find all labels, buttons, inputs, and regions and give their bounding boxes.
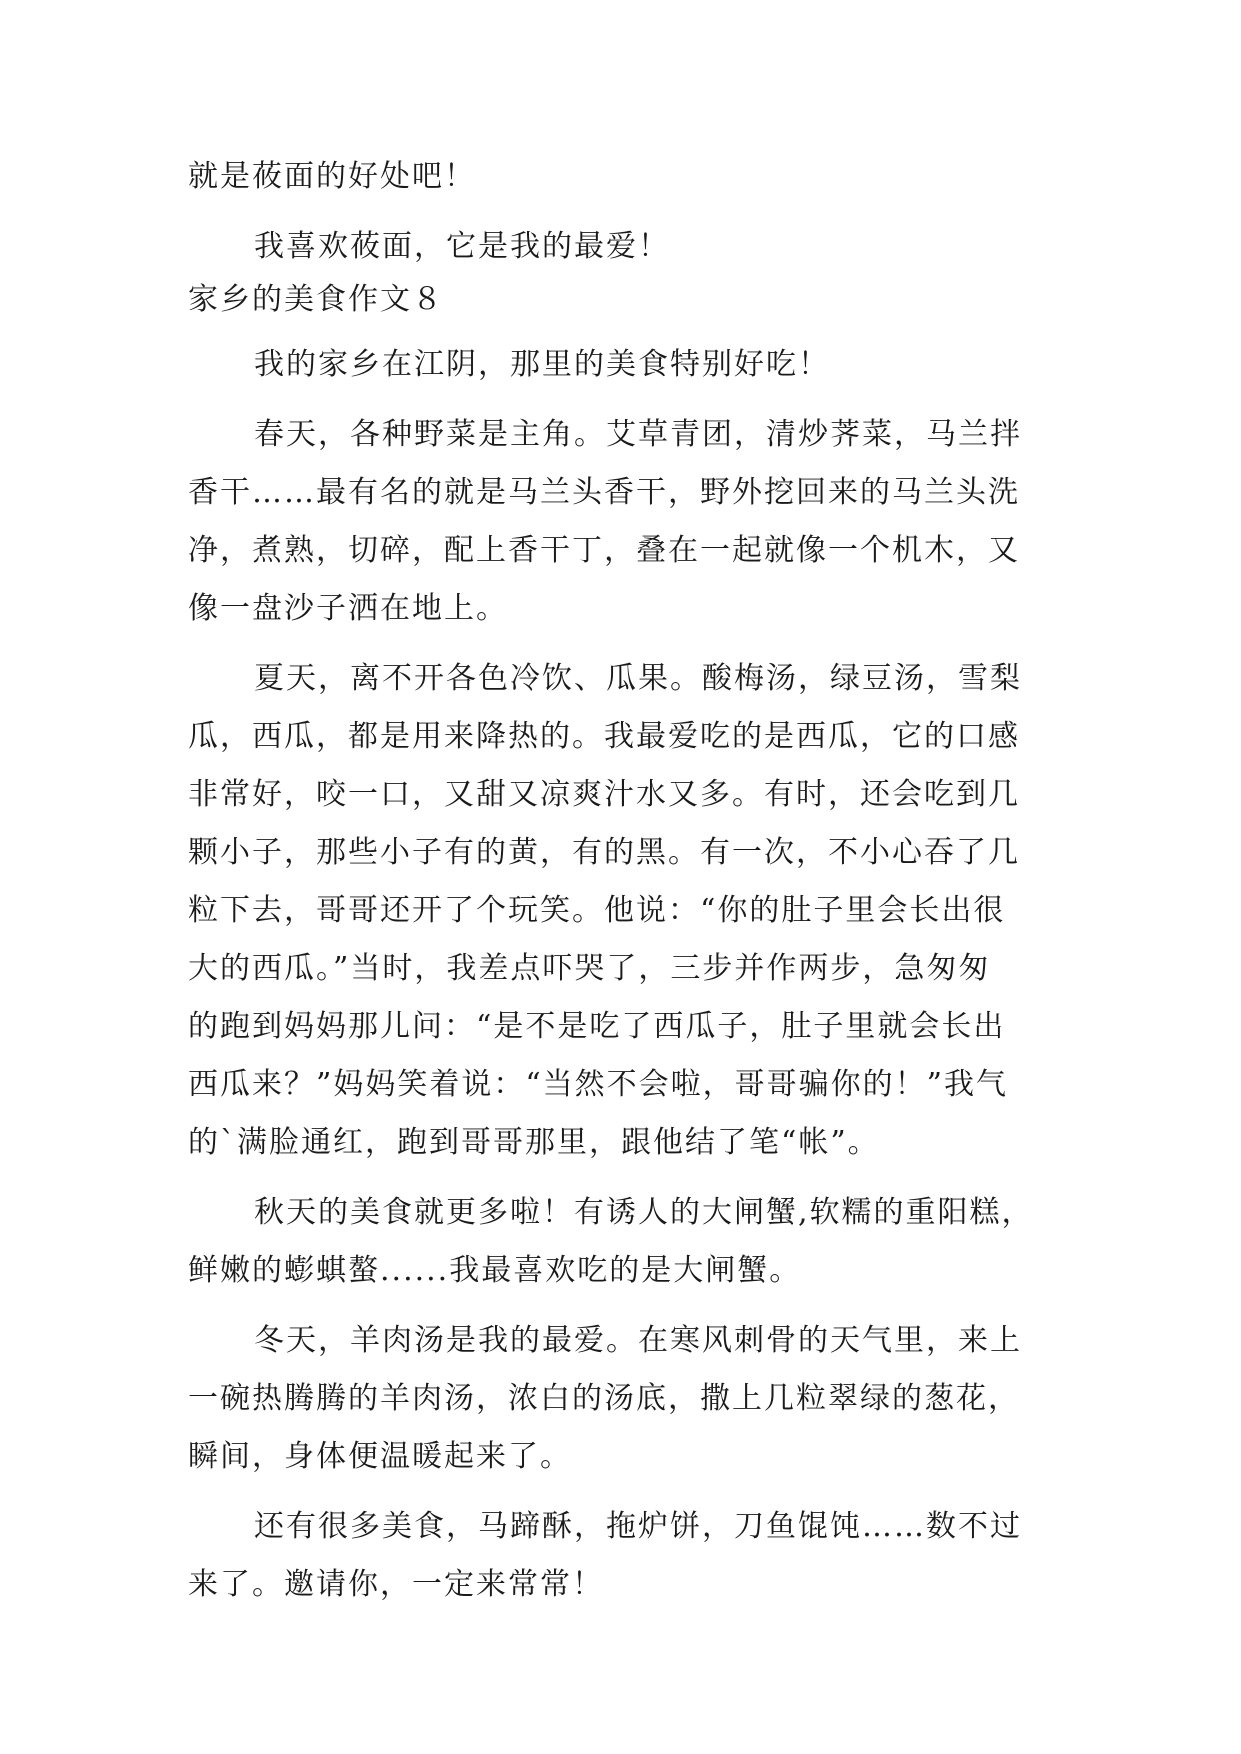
paragraph-line: 我喜欢莜面，它是我的最爱！ bbox=[254, 229, 670, 264]
paragraph bbox=[188, 1312, 1056, 1486]
paragraph-line: 大的西瓜。”当时，我差点吓哭了，三步并作两步，急匆匆 bbox=[188, 951, 991, 986]
paragraph-line: 净，煮熟，切碎，配上香干丁，叠在一起就像一个机木，又 bbox=[188, 533, 1020, 568]
paragraph-line: 春天，各种野菜是主角。艾草青团，清炒荠菜，马兰拌 bbox=[254, 417, 1022, 452]
paragraph bbox=[188, 336, 1056, 394]
paragraph-line: 的`满脸通红，跑到哥哥那里，跟他结了笔“帐”。 bbox=[188, 1125, 880, 1160]
document-body bbox=[188, 148, 1056, 1614]
paragraph-line: 来了。邀请你，一定来常常！ bbox=[188, 1567, 604, 1602]
paragraph-line: 香干……最有名的就是马兰头香干，野外挖回来的马兰头洗 bbox=[188, 475, 1020, 510]
paragraph-line: 冬天，羊肉汤是我的最爱。在寒风刺骨的天气里，来上 bbox=[254, 1323, 1022, 1358]
paragraph bbox=[188, 406, 1056, 638]
paragraph-line: 秋天的美食就更多啦！有诱人的大闸蟹,软糯的重阳糕， bbox=[254, 1195, 1034, 1230]
essay-title: 家乡的美食作文８ bbox=[188, 282, 444, 317]
paragraph-line: 瞬间，身体便温暖起来了。 bbox=[188, 1439, 572, 1474]
paragraph bbox=[188, 1184, 1056, 1300]
paragraph-line: 粒下去，哥哥还开了个玩笑。他说：“你的肚子里会长出很 bbox=[188, 893, 1006, 928]
paragraph-line: 夏天，离不开各色冷饮、瓜果。酸梅汤，绿豆汤，雪梨 bbox=[254, 661, 1022, 696]
paragraph-line: 像一盘沙子洒在地上。 bbox=[188, 591, 508, 626]
paragraph-line: 还有很多美食，马蹄酥，拖炉饼，刀鱼馄饨……数不过 bbox=[254, 1509, 1022, 1544]
paragraph-line: 颗小子，那些小子有的黄，有的黑。有一次，不小心吞了几 bbox=[188, 835, 1020, 870]
paragraph-line: 我的家乡在江阴，那里的美食特别好吃！ bbox=[254, 347, 830, 382]
paragraph-line: 瓜，西瓜，都是用来降热的。我最爱吃的是西瓜，它的口感 bbox=[188, 719, 1020, 754]
paragraph bbox=[188, 1498, 1056, 1614]
paragraph-line: 西瓜来？”妈妈笑着说：“当然不会啦，哥哥骗你的！”我气 bbox=[188, 1067, 1009, 1102]
paragraph-line: 一碗热腾腾的羊肉汤，浓白的汤底，撒上几粒翠绿的葱花， bbox=[188, 1381, 1020, 1416]
paragraph-line: 的跑到妈妈那儿问：“是不是吃了西瓜子，肚子里就会长出 bbox=[188, 1009, 1006, 1044]
paragraph bbox=[188, 650, 1056, 1172]
paragraph-line: 鲜嫩的蟛蜞螯......我最喜欢吃的是大闸蟹。 bbox=[188, 1253, 802, 1288]
paragraph-continuation-line: 就是莜面的好处吧！ bbox=[188, 159, 476, 194]
paragraph-line: 非常好，咬一口，又甜又凉爽汁水又多。有时，还会吃到几 bbox=[188, 777, 1020, 812]
